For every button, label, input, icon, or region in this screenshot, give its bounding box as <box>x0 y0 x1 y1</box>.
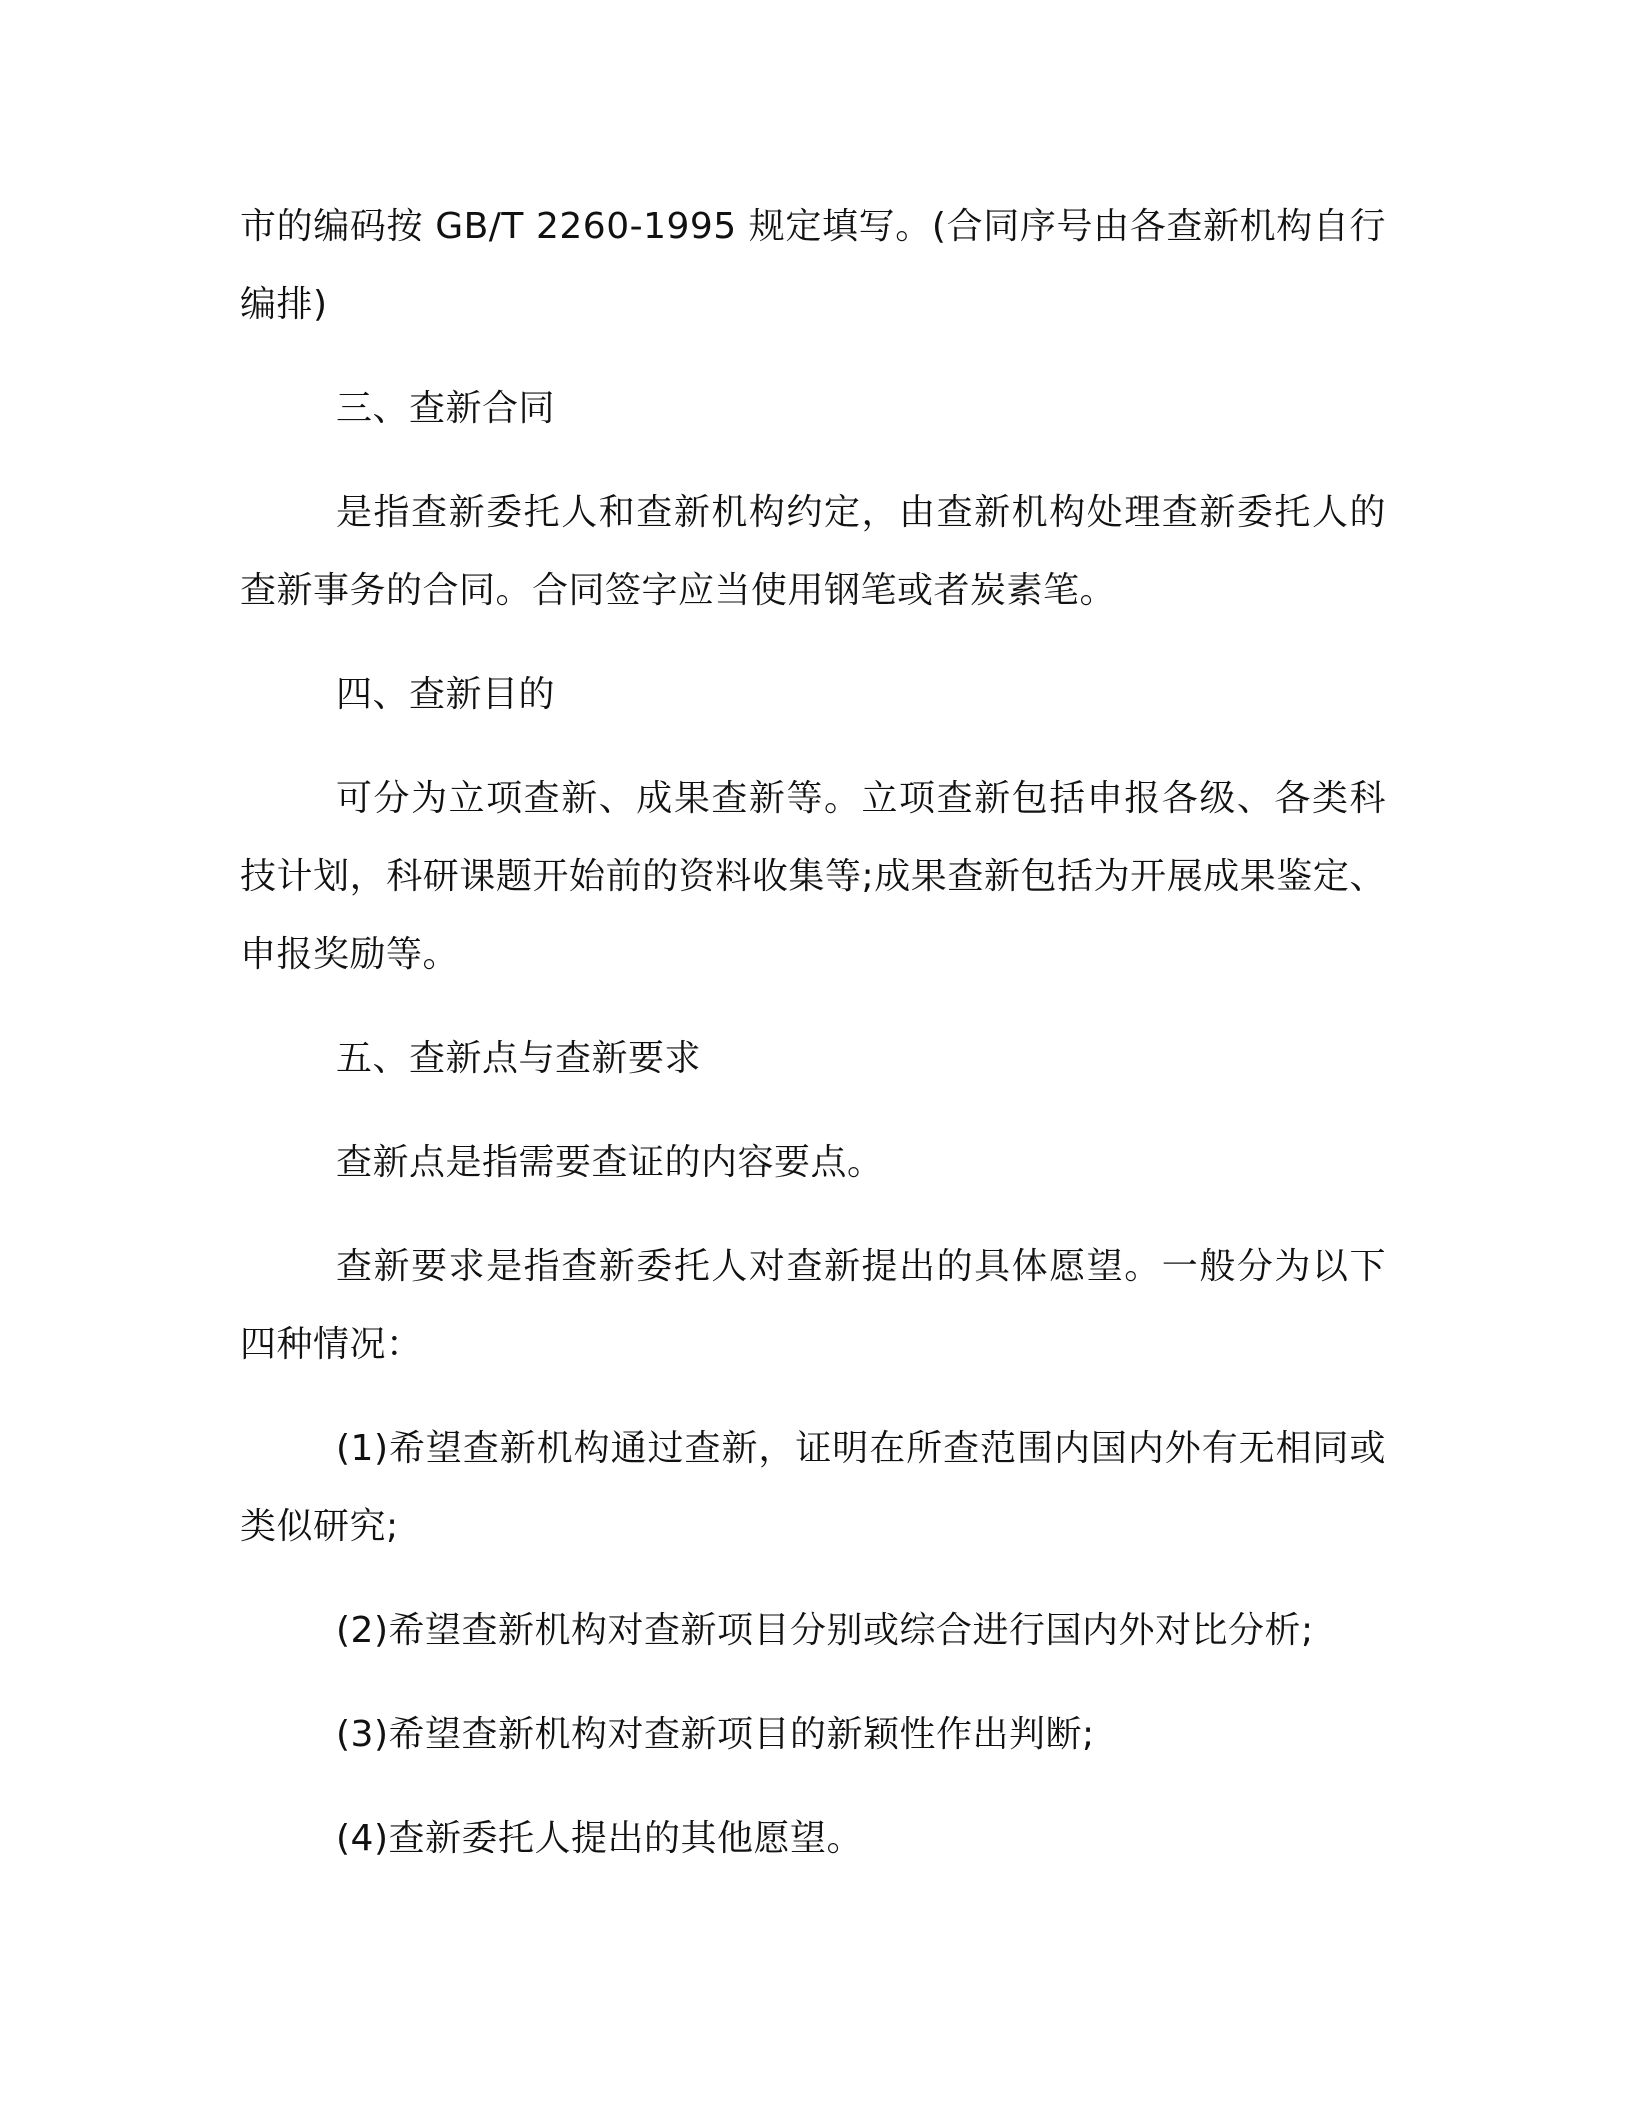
paragraph-points-definition: 查新点是指需要查证的内容要点。 <box>336 1142 884 1183</box>
section-heading-purpose: 四、查新目的 <box>336 674 556 715</box>
paragraph-contract-definition: 是指查新委托人和查新机构约定，由查新机构处理查新委托人的查新事务的合同。合同签字应当使用钢笔或者炭素笔。 <box>240 492 1386 611</box>
list-item-3: (3)希望查新机构对查新项目的新颖性作出判断; <box>336 1714 1095 1755</box>
paragraph-requirements-definition: 查新要求是指查新委托人对查新提出的具体愿望。一般分为以下四种情况： <box>240 1246 1386 1365</box>
section-heading-contract: 三、查新合同 <box>336 388 556 429</box>
list-item-4: (4)查新委托人提出的其他愿望。 <box>336 1818 863 1859</box>
list-item-1: (1)希望查新机构通过查新，证明在所查范围内国内外有无相同或类似研究; <box>240 1428 1386 1547</box>
list-item-2: (2)希望查新机构对查新项目分别或综合进行国内外对比分析; <box>336 1610 1314 1651</box>
paragraph-purpose: 可分为立项查新、成果查新等。立项查新包括申报各级、各类科技计划，科研课题开始前的资料收集等;成果查新包括为开展成果鉴定、申报奖励等。 <box>240 778 1386 975</box>
paragraph-continuation: 市的编码按 GB/T 2260-1995 规定填写。(合同序号由各查新机构自行编排) <box>240 206 1386 325</box>
section-heading-points-requirements: 五、查新点与查新要求 <box>336 1038 702 1079</box>
document-body <box>240 188 1386 1878</box>
